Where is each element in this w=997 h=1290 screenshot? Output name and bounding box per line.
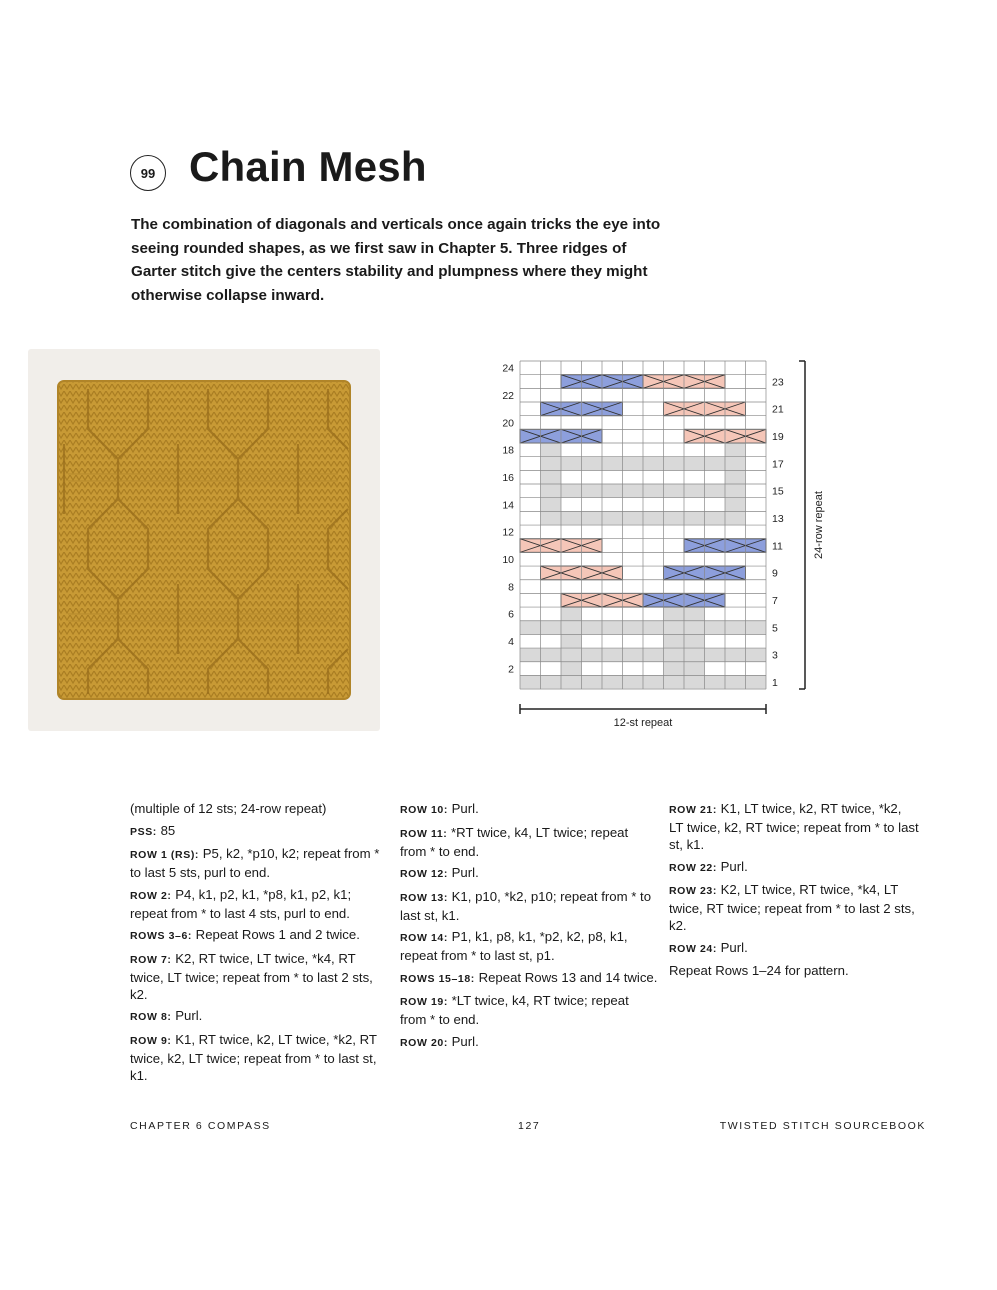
instruction-row [669, 939, 919, 958]
row-text: K1, p10, *k2, p10; repeat from * to last st, k1. [400, 888, 652, 923]
left-row-label: 2 [508, 663, 514, 676]
row-label: ROWS 15–18: [400, 972, 475, 985]
row-text: K2, LT twice, RT twice, *k4, LT twice, RT twice; repeat from * to last 2 sts, k2. [669, 882, 915, 933]
footer-chapter: CHAPTER 6 COMPASS [130, 1120, 271, 1132]
row-label: ROWS 3–6: [130, 930, 192, 942]
row-text: Purl. [720, 858, 748, 874]
instruction-row [669, 881, 919, 934]
right-row-label: 7 [772, 595, 778, 608]
instruction-row [400, 824, 658, 860]
footer-page-number: 127 [518, 1120, 541, 1132]
left-row-label: 14 [502, 499, 514, 512]
knit-cell [561, 634, 582, 648]
row-label: ROW 8: [130, 1011, 172, 1023]
instruction-row [130, 1007, 385, 1026]
instruction-row [130, 1031, 385, 1084]
knit-cell [561, 621, 582, 635]
knit-cell [725, 498, 746, 512]
right-row-label: 19 [772, 431, 784, 444]
right-row-label: 11 [772, 540, 783, 553]
right-row-label: 13 [772, 513, 784, 526]
left-row-label: 20 [502, 417, 514, 430]
knit-cell [541, 443, 562, 457]
row-label: ROW 12: [400, 868, 448, 880]
instruction-row [130, 950, 385, 1003]
knit-cell [725, 470, 746, 484]
row-label: ROW 20: [400, 1036, 448, 1049]
row-text: P5, k2, *p10, k2; repeat from * to last 5 sts, purl to end. [130, 846, 380, 880]
multiple-note: (multiple of 12 sts; 24-row repeat) [130, 801, 327, 816]
left-row-label: 10 [502, 554, 514, 567]
instructions-column-3 [669, 800, 919, 984]
instruction-row [130, 845, 385, 881]
knit-cell [561, 662, 582, 676]
knit-cell [725, 484, 746, 498]
row-text: *LT twice, k4, RT twice; repeat from * to end. [400, 993, 629, 1027]
knitted-swatch-illustration [28, 349, 380, 731]
left-row-label: 24 [502, 362, 514, 375]
row-label: ROW 14: [400, 932, 448, 944]
swatch-photo [28, 349, 380, 731]
pss-value: 85 [160, 822, 176, 838]
row-text: Repeat Rows 1 and 2 twice. [195, 927, 360, 942]
left-row-label: 8 [508, 581, 514, 594]
instructions-column-2 [400, 800, 658, 1056]
stitch-chart [490, 355, 830, 740]
instruction-row [130, 886, 385, 922]
row-text: P1, k1, p8, k1, *p2, k2, p8, k1, repeat from * to last st, p1. [400, 929, 628, 963]
right-row-label: 1 [772, 677, 778, 690]
row-label: ROW 7: [130, 953, 172, 966]
row-label: ROW 10: [400, 804, 448, 816]
pss-line [130, 822, 385, 841]
row-label: ROW 11: [400, 827, 448, 840]
left-row-label: 16 [502, 472, 514, 485]
instruction-row [400, 992, 658, 1028]
right-row-label: 21 [772, 403, 784, 416]
footer-book-title: TWISTED STITCH SOURCEBOOK [719, 1120, 926, 1132]
instruction-row [400, 864, 658, 883]
row-text: K2, RT twice, LT twice, *k4, RT twice, LT twice; repeat from * to last 2 sts, k2. [130, 950, 373, 1002]
row-label: ROW 22: [669, 861, 717, 874]
instruction-row [400, 928, 658, 964]
right-row-label: 23 [772, 376, 784, 389]
row-label: ROW 13: [400, 891, 448, 904]
row-text: K1, LT twice, k2, RT twice, *k2, LT twice, k2, RT twice; repeat from * to last st, k1. [669, 801, 919, 852]
row-text: Purl. [451, 1033, 479, 1049]
instruction-row [669, 858, 919, 877]
left-row-label: 6 [508, 608, 514, 621]
row-label: ROW 9: [130, 1034, 172, 1047]
instruction-row [400, 888, 658, 924]
row-label: ROW 2: [130, 889, 172, 902]
right-row-label: 17 [772, 458, 784, 471]
right-row-label: 3 [772, 649, 778, 662]
row-repeat-label: 24-row repeat [813, 491, 825, 559]
stitch-repeat-label: 12-st repeat [613, 717, 673, 729]
instruction-row [669, 800, 919, 853]
repeat-note: Repeat Rows 1–24 for pattern. [669, 963, 849, 978]
knit-cell [725, 457, 746, 471]
pss-label: PSS: [130, 825, 157, 838]
instructions-column-1 [130, 800, 385, 1088]
row-text: Purl. [451, 865, 479, 880]
row-text: Purl. [451, 801, 479, 816]
knit-cell [541, 498, 562, 512]
left-row-label: 4 [508, 636, 514, 649]
row-label: ROW 21: [669, 804, 717, 816]
right-row-label: 5 [772, 622, 778, 635]
row-text: Purl. [175, 1008, 203, 1023]
instruction-row [130, 926, 385, 945]
knit-cell [561, 648, 582, 662]
left-row-label: 12 [502, 526, 514, 539]
left-row-label: 22 [502, 390, 514, 403]
left-row-label: 18 [502, 444, 514, 457]
pattern-number: 99 [140, 165, 156, 181]
row-label: ROW 19: [400, 996, 448, 1008]
knit-cell [725, 443, 746, 457]
instruction-row [400, 1033, 658, 1052]
knit-cell [561, 607, 582, 621]
knit-cell [541, 484, 562, 498]
row-label: ROW 23: [669, 885, 717, 897]
right-row-label: 15 [772, 485, 784, 498]
right-row-label: 9 [772, 567, 778, 580]
intro-paragraph: The combination of diagonals and verticals once again tricks the eye into seeing rounded shapes, as we first saw in Chapter 5. Three ridges of Garter stitch give the centers stability and plumpness where they might otherwise collapse inward. [131, 216, 661, 304]
instruction-row [400, 800, 658, 819]
row-label: ROW 24: [669, 942, 717, 955]
knit-cell [541, 457, 562, 471]
instruction-row [400, 969, 658, 988]
knit-cell [541, 470, 562, 484]
row-text: Repeat Rows 13 and 14 twice. [478, 969, 658, 985]
row-text: *RT twice, k4, LT twice; repeat from * to end. [400, 824, 629, 859]
pattern-number-badge [130, 155, 166, 191]
row-text: K1, RT twice, k2, LT twice, *k2, RT twice, k2, LT twice; repeat from * to last st, k1. [130, 1031, 377, 1083]
row-label: ROW 1 (RS): [130, 849, 200, 861]
page-title: Chain Mesh [189, 143, 427, 190]
row-text: P4, k1, p2, k1, *p8, k1, p2, k1; repeat from * to last 4 sts, purl to end. [130, 886, 352, 921]
row-text: Purl. [720, 939, 748, 955]
